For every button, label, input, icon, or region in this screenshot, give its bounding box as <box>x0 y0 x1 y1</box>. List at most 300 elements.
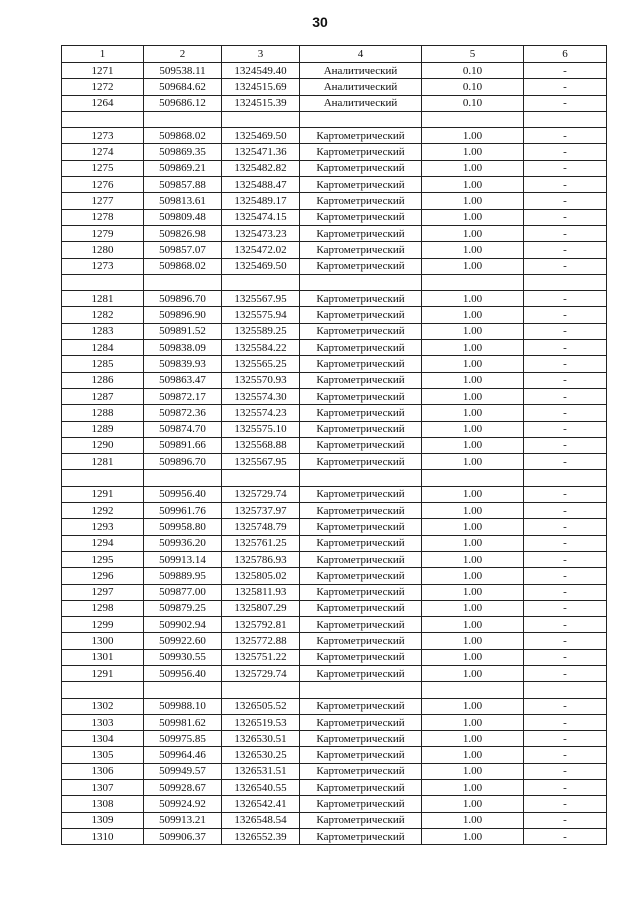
column-header: 5 <box>422 46 524 63</box>
table-cell: - <box>524 780 607 796</box>
table-row <box>62 388 607 404</box>
table-cell: Картометрический <box>300 209 422 225</box>
table-cell: 1.00 <box>422 437 524 453</box>
table-cell: 1291 <box>62 665 144 681</box>
table-cell: - <box>524 405 607 421</box>
table-cell: Картометрический <box>300 323 422 339</box>
table-cell: Картометрический <box>300 763 422 779</box>
table-cell: - <box>524 95 607 111</box>
table-cell: 1282 <box>62 307 144 323</box>
table-cell: 1325489.17 <box>222 193 300 209</box>
table-cell: 1283 <box>62 323 144 339</box>
table-cell: 509891.52 <box>144 323 222 339</box>
table-cell: 1.00 <box>422 796 524 812</box>
empty-cell <box>62 274 144 290</box>
table-cell: 509906.37 <box>144 828 222 844</box>
table-cell: 1.00 <box>422 714 524 730</box>
table-row <box>62 421 607 437</box>
table-cell: 0.10 <box>422 79 524 95</box>
table-cell: Картометрический <box>300 503 422 519</box>
table-cell: - <box>524 388 607 404</box>
table-cell: - <box>524 340 607 356</box>
table-cell: 1.00 <box>422 617 524 633</box>
table-cell: - <box>524 160 607 176</box>
table-cell: Картометрический <box>300 649 422 665</box>
table-cell: 1326531.51 <box>222 763 300 779</box>
table-cell: 1285 <box>62 356 144 372</box>
table-cell: - <box>524 649 607 665</box>
table-cell: - <box>524 307 607 323</box>
table-cell: 1.00 <box>422 340 524 356</box>
group-separator-row <box>62 682 607 698</box>
table-row <box>62 372 607 388</box>
table-cell: Картометрический <box>300 291 422 307</box>
table-cell: 1.00 <box>422 747 524 763</box>
table-cell: 1326519.53 <box>222 714 300 730</box>
table-cell: 1325574.23 <box>222 405 300 421</box>
table-cell: 1264 <box>62 95 144 111</box>
empty-cell <box>222 274 300 290</box>
table-row <box>62 356 607 372</box>
table-cell: 1326548.54 <box>222 812 300 828</box>
table-cell: 509686.12 <box>144 95 222 111</box>
table-cell: 1309 <box>62 812 144 828</box>
table-cell: 1325471.36 <box>222 144 300 160</box>
empty-cell <box>524 274 607 290</box>
table-cell: 1325589.25 <box>222 323 300 339</box>
table-cell: 1.00 <box>422 323 524 339</box>
table-row <box>62 144 607 160</box>
table-cell: 1.00 <box>422 551 524 567</box>
table-row <box>62 535 607 551</box>
table-cell: 1.00 <box>422 128 524 144</box>
table-row <box>62 405 607 421</box>
table-cell: 1.00 <box>422 503 524 519</box>
table-cell: 1.00 <box>422 144 524 160</box>
table-cell: - <box>524 356 607 372</box>
table-cell: 1292 <box>62 503 144 519</box>
table-row <box>62 551 607 567</box>
empty-cell <box>222 470 300 486</box>
table-cell: Картометрический <box>300 388 422 404</box>
table-row <box>62 486 607 502</box>
table-cell: 1326540.55 <box>222 780 300 796</box>
empty-cell <box>62 682 144 698</box>
table-cell: 1325729.74 <box>222 665 300 681</box>
table-cell: 1324515.39 <box>222 95 300 111</box>
table-cell: 1326542.41 <box>222 796 300 812</box>
table-row <box>62 307 607 323</box>
empty-cell <box>422 274 524 290</box>
table-cell: 1324549.40 <box>222 63 300 79</box>
table-cell: 1.00 <box>422 649 524 665</box>
table-cell: 1325570.93 <box>222 372 300 388</box>
table-row <box>62 714 607 730</box>
table-row <box>62 780 607 796</box>
table-cell: Картометрический <box>300 340 422 356</box>
table-cell: 509961.76 <box>144 503 222 519</box>
table-row <box>62 242 607 258</box>
table-row <box>62 323 607 339</box>
table-cell: Картометрический <box>300 714 422 730</box>
table-cell: Картометрический <box>300 160 422 176</box>
table-cell: 1.00 <box>422 372 524 388</box>
table-header-row <box>62 46 607 63</box>
table-cell: - <box>524 828 607 844</box>
table-cell: 1.00 <box>422 209 524 225</box>
column-header: 1 <box>62 46 144 63</box>
table-cell: 509857.07 <box>144 242 222 258</box>
table-cell: 1326505.52 <box>222 698 300 714</box>
table-cell: 509913.14 <box>144 551 222 567</box>
table-cell: 1325482.82 <box>222 160 300 176</box>
table-row <box>62 633 607 649</box>
table-cell: Картометрический <box>300 519 422 535</box>
empty-cell <box>144 111 222 127</box>
table-cell: 1275 <box>62 160 144 176</box>
table-cell: - <box>524 551 607 567</box>
table-cell: - <box>524 193 607 209</box>
table-cell: 1297 <box>62 584 144 600</box>
column-header: 3 <box>222 46 300 63</box>
table-cell: 1.00 <box>422 388 524 404</box>
empty-cell <box>524 470 607 486</box>
table-cell: - <box>524 63 607 79</box>
table-cell: 1325737.97 <box>222 503 300 519</box>
table-cell: 1325805.02 <box>222 568 300 584</box>
table-cell: - <box>524 486 607 502</box>
table-cell: 1325748.79 <box>222 519 300 535</box>
table-cell: Аналитический <box>300 79 422 95</box>
table-cell: 1.00 <box>422 812 524 828</box>
table-cell: - <box>524 617 607 633</box>
table-cell: 1290 <box>62 437 144 453</box>
table-cell: Картометрический <box>300 177 422 193</box>
group-separator-row <box>62 111 607 127</box>
table-cell: 509868.02 <box>144 128 222 144</box>
table-cell: 1304 <box>62 731 144 747</box>
table-cell: 1288 <box>62 405 144 421</box>
table-cell: Аналитический <box>300 95 422 111</box>
table-cell: 1294 <box>62 535 144 551</box>
table-cell: Картометрический <box>300 812 422 828</box>
table-cell: 1293 <box>62 519 144 535</box>
table-row <box>62 665 607 681</box>
table-cell: Картометрический <box>300 356 422 372</box>
empty-cell <box>222 682 300 698</box>
table-row <box>62 95 607 111</box>
table-cell: 1.00 <box>422 698 524 714</box>
table-cell: 509838.09 <box>144 340 222 356</box>
table-cell: Картометрический <box>300 828 422 844</box>
table-cell: - <box>524 665 607 681</box>
table-cell: 509896.90 <box>144 307 222 323</box>
table-cell: 1281 <box>62 454 144 470</box>
table-row <box>62 225 607 241</box>
table-row <box>62 79 607 95</box>
table-cell: 1273 <box>62 128 144 144</box>
table-cell: 509879.25 <box>144 600 222 616</box>
table-cell: 1305 <box>62 747 144 763</box>
table-cell: 509936.20 <box>144 535 222 551</box>
table-cell: 509930.55 <box>144 649 222 665</box>
table-cell: 1325565.25 <box>222 356 300 372</box>
table-row <box>62 454 607 470</box>
table-cell: 509902.94 <box>144 617 222 633</box>
table-cell: 1274 <box>62 144 144 160</box>
table-cell: Картометрический <box>300 486 422 502</box>
table-cell: 1325772.88 <box>222 633 300 649</box>
table-cell: 509826.98 <box>144 225 222 241</box>
table-cell: - <box>524 258 607 274</box>
table-cell: 1.00 <box>422 177 524 193</box>
table-cell: - <box>524 177 607 193</box>
table-cell: 1306 <box>62 763 144 779</box>
empty-cell <box>422 111 524 127</box>
table-cell: Картометрический <box>300 600 422 616</box>
empty-cell <box>62 470 144 486</box>
table-cell: 1.00 <box>422 356 524 372</box>
table-cell: 509958.80 <box>144 519 222 535</box>
table-cell: 1325567.95 <box>222 454 300 470</box>
table-cell: 509839.93 <box>144 356 222 372</box>
table-row <box>62 291 607 307</box>
table-row <box>62 193 607 209</box>
table-cell: 1.00 <box>422 731 524 747</box>
table-row <box>62 747 607 763</box>
table-cell: 509896.70 <box>144 454 222 470</box>
table-cell: 509949.57 <box>144 763 222 779</box>
table-cell: - <box>524 242 607 258</box>
table-cell: - <box>524 421 607 437</box>
coordinates-table <box>61 45 607 845</box>
table-cell: Картометрический <box>300 584 422 600</box>
table-row <box>62 160 607 176</box>
table-cell: 1.00 <box>422 405 524 421</box>
table-cell: 1310 <box>62 828 144 844</box>
table-cell: 509869.35 <box>144 144 222 160</box>
table-cell: - <box>524 503 607 519</box>
table-cell: 1.00 <box>422 225 524 241</box>
table-cell: Картометрический <box>300 747 422 763</box>
table-cell: 1272 <box>62 79 144 95</box>
table-cell: Картометрический <box>300 421 422 437</box>
table-cell: Картометрический <box>300 372 422 388</box>
table-cell: 509863.47 <box>144 372 222 388</box>
table-row <box>62 503 607 519</box>
table-row <box>62 584 607 600</box>
table-row <box>62 649 607 665</box>
table-cell: Картометрический <box>300 437 422 453</box>
table-cell: 1271 <box>62 63 144 79</box>
table-cell: Картометрический <box>300 535 422 551</box>
table-cell: Картометрический <box>300 307 422 323</box>
table-cell: 1296 <box>62 568 144 584</box>
empty-cell <box>144 682 222 698</box>
table-cell: 1325488.47 <box>222 177 300 193</box>
table-cell: 1325474.15 <box>222 209 300 225</box>
table-cell: 1280 <box>62 242 144 258</box>
empty-cell <box>300 111 422 127</box>
table-row <box>62 63 607 79</box>
table-cell: 1326552.39 <box>222 828 300 844</box>
table-cell: 1.00 <box>422 535 524 551</box>
table-cell: 1326530.51 <box>222 731 300 747</box>
table-cell: Картометрический <box>300 698 422 714</box>
table-row <box>62 600 607 616</box>
table-cell: 1279 <box>62 225 144 241</box>
table-cell: - <box>524 372 607 388</box>
table-cell: 1325568.88 <box>222 437 300 453</box>
table-row <box>62 828 607 844</box>
table-cell: 509684.62 <box>144 79 222 95</box>
table-cell: Картометрический <box>300 617 422 633</box>
table-row <box>62 177 607 193</box>
table-cell: 1302 <box>62 698 144 714</box>
table-cell: Картометрический <box>300 780 422 796</box>
table-cell: - <box>524 454 607 470</box>
table-cell: 509872.36 <box>144 405 222 421</box>
table-cell: 1325469.50 <box>222 128 300 144</box>
table-cell: 1.00 <box>422 421 524 437</box>
table-cell: 509809.48 <box>144 209 222 225</box>
table-cell: 1324515.69 <box>222 79 300 95</box>
empty-cell <box>144 274 222 290</box>
table-row <box>62 698 607 714</box>
table-cell: 1.00 <box>422 763 524 779</box>
table-cell: - <box>524 633 607 649</box>
table-cell: 1.00 <box>422 258 524 274</box>
table-cell: Картометрический <box>300 258 422 274</box>
table-cell: 1.00 <box>422 160 524 176</box>
empty-cell <box>62 111 144 127</box>
table-row <box>62 209 607 225</box>
table-cell: 1.00 <box>422 600 524 616</box>
table-cell: 509922.60 <box>144 633 222 649</box>
table-cell: 1295 <box>62 551 144 567</box>
empty-cell <box>524 682 607 698</box>
table-cell: Картометрический <box>300 454 422 470</box>
table-cell: 1.00 <box>422 454 524 470</box>
table-cell: - <box>524 796 607 812</box>
table-cell: 509891.66 <box>144 437 222 453</box>
table-cell: Картометрический <box>300 242 422 258</box>
empty-cell <box>524 111 607 127</box>
table-cell: Картометрический <box>300 144 422 160</box>
table-cell: 509877.00 <box>144 584 222 600</box>
table-cell: 1299 <box>62 617 144 633</box>
table-cell: Картометрический <box>300 551 422 567</box>
empty-cell <box>422 682 524 698</box>
table-cell: 0.10 <box>422 63 524 79</box>
table-cell: - <box>524 519 607 535</box>
table-cell: 1.00 <box>422 486 524 502</box>
empty-cell <box>144 470 222 486</box>
table-cell: 1.00 <box>422 828 524 844</box>
table-cell: 509857.88 <box>144 177 222 193</box>
table-cell: 1326530.25 <box>222 747 300 763</box>
table-cell: 1325567.95 <box>222 291 300 307</box>
table-cell: 509813.61 <box>144 193 222 209</box>
table-cell: - <box>524 747 607 763</box>
table-cell: 1325472.02 <box>222 242 300 258</box>
table-cell: 509928.67 <box>144 780 222 796</box>
table-cell: 1325811.93 <box>222 584 300 600</box>
table-cell: - <box>524 600 607 616</box>
table-cell: Картометрический <box>300 665 422 681</box>
table-row <box>62 258 607 274</box>
table-cell: 1325807.29 <box>222 600 300 616</box>
table-cell: 1276 <box>62 177 144 193</box>
group-separator-row <box>62 470 607 486</box>
table-cell: - <box>524 698 607 714</box>
table-cell: 1.00 <box>422 307 524 323</box>
table-cell: - <box>524 144 607 160</box>
table-cell: 0.10 <box>422 95 524 111</box>
table-cell: 1287 <box>62 388 144 404</box>
table-cell: 1.00 <box>422 780 524 796</box>
table-cell: 1.00 <box>422 291 524 307</box>
table-cell: 1325574.30 <box>222 388 300 404</box>
table-cell: Картометрический <box>300 731 422 747</box>
table-cell: 1325786.93 <box>222 551 300 567</box>
table-cell: - <box>524 535 607 551</box>
table-row <box>62 617 607 633</box>
table-cell: - <box>524 763 607 779</box>
table-row <box>62 128 607 144</box>
table-row <box>62 340 607 356</box>
column-header: 2 <box>144 46 222 63</box>
table-cell: 509975.85 <box>144 731 222 747</box>
table-row <box>62 568 607 584</box>
table-cell: 1325792.81 <box>222 617 300 633</box>
table-cell: Картометрический <box>300 633 422 649</box>
table-cell: 1325729.74 <box>222 486 300 502</box>
table-cell: 1284 <box>62 340 144 356</box>
table-body <box>62 63 607 845</box>
table-cell: 1325473.23 <box>222 225 300 241</box>
table-cell: 509956.40 <box>144 665 222 681</box>
table-cell: 1289 <box>62 421 144 437</box>
empty-cell <box>300 470 422 486</box>
table-cell: 1277 <box>62 193 144 209</box>
table-cell: 509896.70 <box>144 291 222 307</box>
table-cell: 1325584.22 <box>222 340 300 356</box>
table-cell: 509869.21 <box>144 160 222 176</box>
table-cell: - <box>524 291 607 307</box>
empty-cell <box>422 470 524 486</box>
table-row <box>62 763 607 779</box>
column-header: 4 <box>300 46 422 63</box>
table-cell: 509913.21 <box>144 812 222 828</box>
table-cell: 1307 <box>62 780 144 796</box>
table-cell: Картометрический <box>300 193 422 209</box>
table-cell: Картометрический <box>300 405 422 421</box>
table-cell: 509964.46 <box>144 747 222 763</box>
table-cell: 509956.40 <box>144 486 222 502</box>
table-cell: 509924.92 <box>144 796 222 812</box>
table-cell: 509988.10 <box>144 698 222 714</box>
table-cell: 1.00 <box>422 584 524 600</box>
table-cell: 1.00 <box>422 665 524 681</box>
table-cell: Картометрический <box>300 225 422 241</box>
group-separator-row <box>62 274 607 290</box>
table-cell: 1325761.25 <box>222 535 300 551</box>
table-cell: 1325575.10 <box>222 421 300 437</box>
table-cell: 1.00 <box>422 242 524 258</box>
table-cell: 1278 <box>62 209 144 225</box>
table-row <box>62 519 607 535</box>
